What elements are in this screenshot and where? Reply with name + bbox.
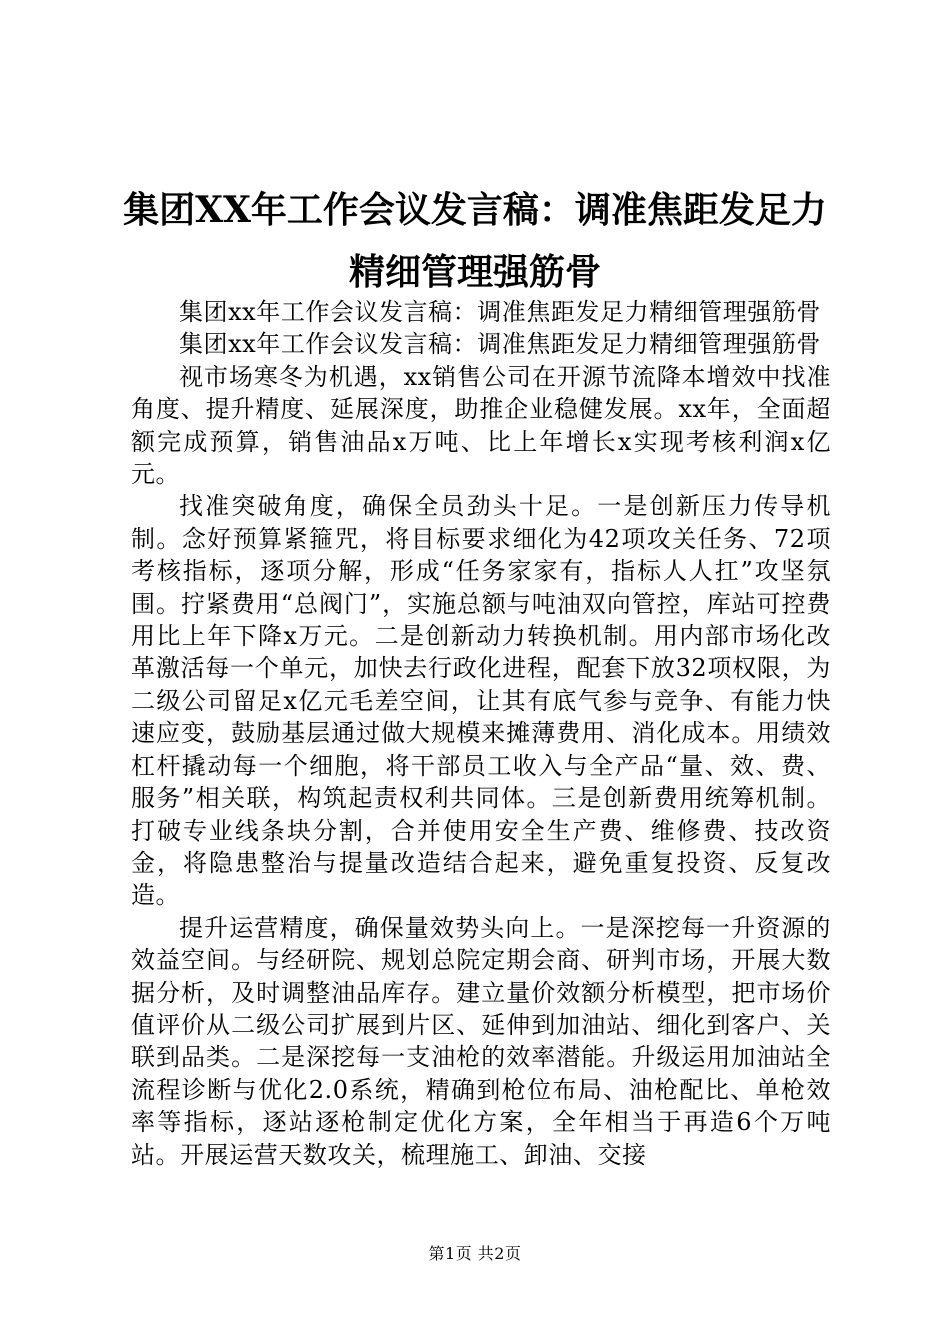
paragraph-4: 找准突破角度，确保全员劲头十足。一是创新压力传导机制。念好预算紧箍咒，将目标要求细化为42项攻关任务、72项考核指标，逐项分解，形成“任务家家有，指标人人扛”攻坚氛围。拧紧费用“总阀门”，实施总额与吨油双向管控，库站可控费用比上年下降x万元。二是创新动力转换机制。用内部市场化改革激活每一个单元，加快去行政化进程，配套下放32项权限，为二级公司留足x亿元毛差空间，让其有底气参与竞争、有能力快速应变，鼓励基层通过做大规模来摊薄费用、消化成本。用绩效杠杆撬动每一个细胞，将干部员工收入与全产品“量、效、费、服务”相关联，构筑起责权利共同体。三是创新费用统筹机制。打破专业线条块分割，合并使用安全生产费、维修费、技改资金，将隐患整治与提量改造结合起来，避免重复投资、反复改造。 [131,492,831,910]
document-title-line-2: 精细管理强筋骨 [348,251,601,293]
document-body [131,296,831,1171]
paragraph-5: 提升运营精度，确保量效势头向上。一是深挖每一升资源的效益空间。与经研院、规划总院定期会商、研判市场，开展大数据分析，及时调整油品库存。建立量价效额分析模型，把市场价值评价从二级公司扩展到片区、延伸到加油站、细化到客户、关联到品类。二是深挖每一支油枪的效率潜能。升级运用加油站全流程诊断与优化2.0系统，精确到枪位布局、油枪配比、单枪效率等指标，逐站逐枪制定优化方案，全年相当于再造6个万吨站。开展运营天数攻关，梳理施工、卸油、交接 [131,913,831,1169]
paragraph-1: 集团xx年工作会议发言稿：调准焦距发足力精细管理强筋骨 [179,298,821,326]
paragraph-3: 视市场寒冬为机遇，xx销售公司在开源节流降本增效中找准角度、提升精度、延展深度，助推企业稳健发展。xx年，全面超额完成预算，销售油品x万吨、比上年增长x实现考核利润x亿元。 [131,362,831,489]
document-title-line-1: 集团XX年工作会议发言稿：调准焦距发足力 [123,189,827,231]
paragraph-2: 集团xx年工作会议发言稿：调准焦距发足力精细管理强筋骨 [179,330,821,359]
page-number-footer: 第1页 共2页 [428,1244,522,1263]
